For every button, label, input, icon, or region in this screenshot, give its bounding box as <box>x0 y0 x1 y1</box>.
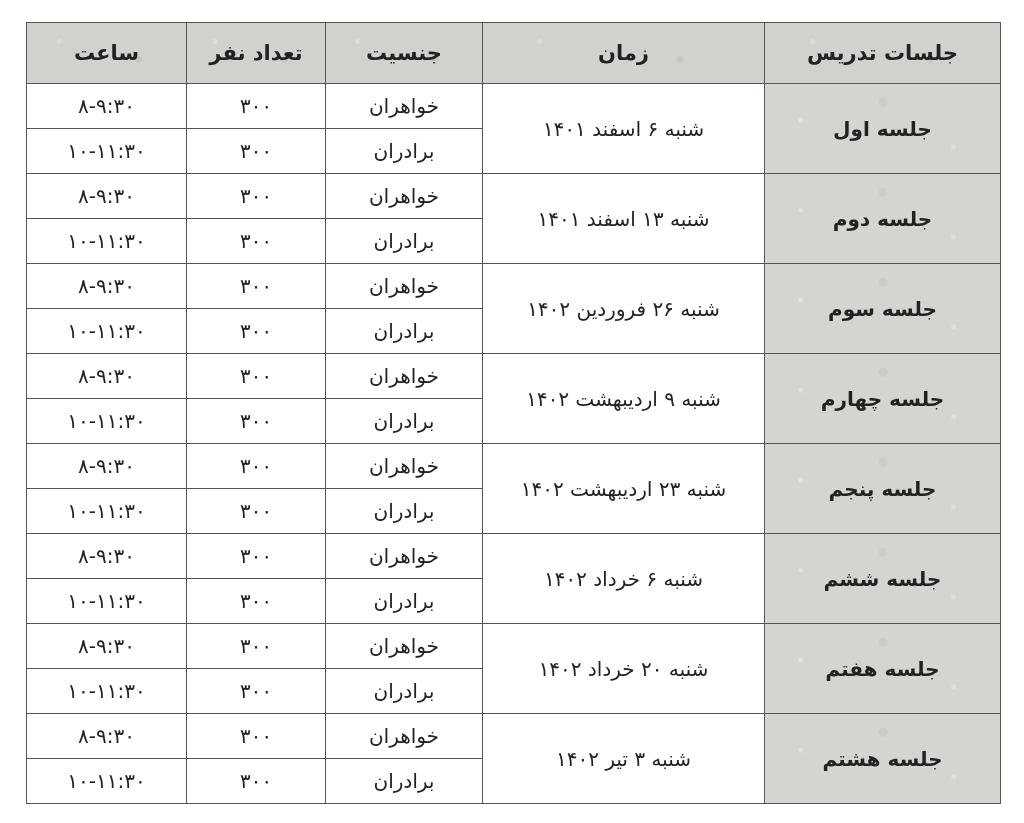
session-name: جلسه سوم <box>765 264 1001 354</box>
time-cell: ۱۰-۱۱:۳۰ <box>27 759 187 804</box>
table-row <box>27 444 1001 489</box>
gender-cell: خواهران <box>326 354 483 399</box>
gender-cell: خواهران <box>326 444 483 489</box>
count-cell: ۳۰۰ <box>187 219 326 264</box>
gender-cell: خواهران <box>326 264 483 309</box>
header-count: تعداد نفر <box>187 23 326 84</box>
table-row <box>27 534 1001 579</box>
time-cell: ۱۰-۱۱:۳۰ <box>27 129 187 174</box>
count-cell: ۳۰۰ <box>187 714 326 759</box>
table-row <box>27 84 1001 129</box>
gender-cell: خواهران <box>326 84 483 129</box>
session-name: جلسه پنجم <box>765 444 1001 534</box>
gender-cell: برادران <box>326 309 483 354</box>
time-cell: ۸-۹:۳۰ <box>27 354 187 399</box>
table-header <box>27 23 1001 84</box>
time-cell: ۸-۹:۳۰ <box>27 534 187 579</box>
session-date: شنبه ۶ خرداد ۱۴۰۲ <box>483 534 765 624</box>
gender-cell: برادران <box>326 669 483 714</box>
count-cell: ۳۰۰ <box>187 174 326 219</box>
session-name: جلسه اول <box>765 84 1001 174</box>
time-cell: ۱۰-۱۱:۳۰ <box>27 489 187 534</box>
count-cell: ۳۰۰ <box>187 489 326 534</box>
table-row <box>27 354 1001 399</box>
time-cell: ۸-۹:۳۰ <box>27 264 187 309</box>
header-date: زمان <box>483 23 765 84</box>
session-name: جلسه ششم <box>765 534 1001 624</box>
session-date: شنبه ۶ اسفند ۱۴۰۱ <box>483 84 765 174</box>
time-cell: ۱۰-۱۱:۳۰ <box>27 579 187 624</box>
session-date: شنبه ۹ اردیبهشت ۱۴۰۲ <box>483 354 765 444</box>
gender-cell: برادران <box>326 129 483 174</box>
time-cell: ۸-۹:۳۰ <box>27 84 187 129</box>
table-row <box>27 264 1001 309</box>
header-row <box>27 23 1001 84</box>
count-cell: ۳۰۰ <box>187 444 326 489</box>
gender-cell: خواهران <box>326 624 483 669</box>
gender-cell: برادران <box>326 399 483 444</box>
table-row <box>27 714 1001 759</box>
time-cell: ۱۰-۱۱:۳۰ <box>27 309 187 354</box>
session-date: شنبه ۲۳ اردیبهشت ۱۴۰۲ <box>483 444 765 534</box>
table-body <box>27 84 1001 804</box>
count-cell: ۳۰۰ <box>187 759 326 804</box>
session-date: شنبه ۳ تیر ۱۴۰۲ <box>483 714 765 804</box>
gender-cell: خواهران <box>326 714 483 759</box>
gender-cell: برادران <box>326 759 483 804</box>
session-date: شنبه ۲۰ خرداد ۱۴۰۲ <box>483 624 765 714</box>
count-cell: ۳۰۰ <box>187 669 326 714</box>
count-cell: ۳۰۰ <box>187 84 326 129</box>
gender-cell: برادران <box>326 579 483 624</box>
session-name: جلسه دوم <box>765 174 1001 264</box>
session-name: جلسه هشتم <box>765 714 1001 804</box>
gender-cell: برادران <box>326 489 483 534</box>
count-cell: ۳۰۰ <box>187 624 326 669</box>
count-cell: ۳۰۰ <box>187 399 326 444</box>
count-cell: ۳۰۰ <box>187 309 326 354</box>
table-row <box>27 174 1001 219</box>
session-name: جلسه چهارم <box>765 354 1001 444</box>
table-row <box>27 624 1001 669</box>
time-cell: ۸-۹:۳۰ <box>27 624 187 669</box>
time-cell: ۱۰-۱۱:۳۰ <box>27 219 187 264</box>
count-cell: ۳۰۰ <box>187 354 326 399</box>
count-cell: ۳۰۰ <box>187 579 326 624</box>
header-time: ساعت <box>27 23 187 84</box>
session-date: شنبه ۲۶ فروردین ۱۴۰۲ <box>483 264 765 354</box>
time-cell: ۸-۹:۳۰ <box>27 444 187 489</box>
time-cell: ۸-۹:۳۰ <box>27 174 187 219</box>
time-cell: ۱۰-۱۱:۳۰ <box>27 669 187 714</box>
time-cell: ۸-۹:۳۰ <box>27 714 187 759</box>
count-cell: ۳۰۰ <box>187 129 326 174</box>
schedule-table <box>26 22 1001 804</box>
header-gender: جنسیت <box>326 23 483 84</box>
count-cell: ۳۰۰ <box>187 264 326 309</box>
count-cell: ۳۰۰ <box>187 534 326 579</box>
header-session: جلسات تدریس <box>765 23 1001 84</box>
gender-cell: خواهران <box>326 534 483 579</box>
gender-cell: برادران <box>326 219 483 264</box>
time-cell: ۱۰-۱۱:۳۰ <box>27 399 187 444</box>
session-name: جلسه هفتم <box>765 624 1001 714</box>
session-date: شنبه ۱۳ اسفند ۱۴۰۱ <box>483 174 765 264</box>
gender-cell: خواهران <box>326 174 483 219</box>
